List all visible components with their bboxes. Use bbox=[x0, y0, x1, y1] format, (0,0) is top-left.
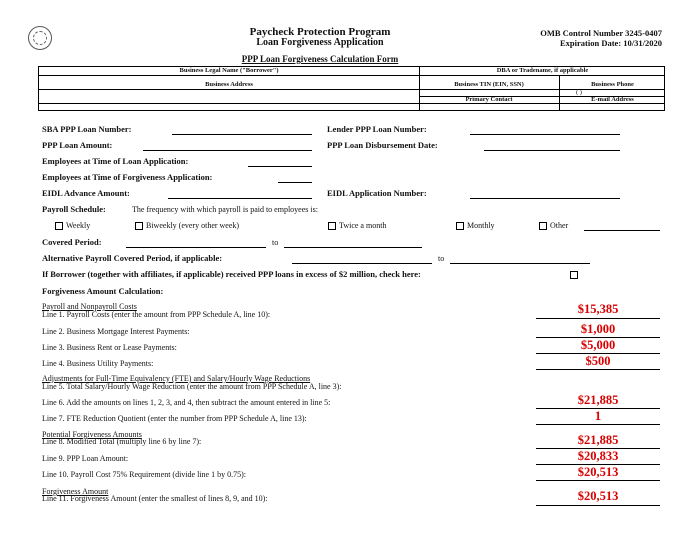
weekly-checkbox[interactable] bbox=[55, 222, 63, 230]
sba-seal-icon bbox=[28, 26, 52, 50]
line6-label: Line 6. Add the amounts on lines 1, 2, 3, and 4, then subtract the amount entered in line 5: bbox=[42, 398, 331, 407]
application-subtitle: Loan Forgiveness Application bbox=[256, 37, 384, 48]
eidl-advance-label: EIDL Advance Amount: bbox=[42, 188, 130, 198]
sba-loan-number-field[interactable] bbox=[172, 134, 312, 135]
other-label: Other bbox=[550, 221, 569, 230]
biweekly-label: Biweekly (every other week) bbox=[146, 221, 240, 230]
option-other[interactable] bbox=[539, 221, 568, 230]
calculation-heading: Forgiveness Amount Calculation: bbox=[42, 286, 164, 296]
twice-a-month-checkbox[interactable] bbox=[328, 222, 336, 230]
line10-label: Line 10. Payroll Cost 75% Requirement (divide line 1 by 0.75): bbox=[42, 470, 246, 479]
alt-covered-period-end-field[interactable] bbox=[450, 263, 590, 264]
fte-adjustments-section: Adjustments for Full-Time Equivalency (FTE) and Salary/Hourly Wage Reductions bbox=[42, 374, 311, 383]
lender-loan-number-field[interactable] bbox=[470, 134, 620, 135]
option-biweekly[interactable] bbox=[135, 221, 239, 230]
line4-value: $500 bbox=[585, 354, 611, 368]
loan-amount-field[interactable] bbox=[143, 150, 312, 151]
dba-header: DBA or Tradename, if applicable bbox=[496, 67, 589, 74]
line10-value: $20,513 bbox=[577, 465, 619, 479]
address-header: Business Address bbox=[205, 81, 253, 88]
weekly-label: Weekly bbox=[66, 221, 91, 230]
alt-covered-period-label: Alternative Payroll Covered Period, if applicable: bbox=[42, 253, 223, 263]
eidl-number-label: EIDL Application Number: bbox=[327, 188, 427, 198]
potential-amounts-section: Potential Forgiveness Amounts bbox=[42, 430, 142, 439]
line3-label: Line 3. Business Rent or Lease Payments: bbox=[42, 343, 177, 352]
excess-loans-label: If Borrower (together with affiliates, if applicable) received PPP loans in excess of $2 million, check here: bbox=[42, 269, 421, 279]
twice-a-month-label: Twice a month bbox=[339, 221, 387, 230]
line8-value: $21,885 bbox=[577, 433, 619, 447]
alt-covered-period-start-field[interactable] bbox=[292, 263, 432, 264]
phone-parens: ( ) bbox=[576, 89, 582, 96]
covered-period-label: Covered Period: bbox=[42, 237, 102, 247]
option-weekly[interactable] bbox=[55, 221, 90, 230]
employees-forgiveness-field[interactable] bbox=[278, 182, 312, 183]
line5-label: Line 5. Total Salary/Hourly Wage Reduction (enter the amount from PPP Schedule A, line 3): bbox=[42, 382, 342, 391]
alt-covered-period-to: to bbox=[438, 254, 445, 263]
line1-value: $15,385 bbox=[577, 302, 619, 316]
employees-application-label: Employees at Time of Loan Application: bbox=[42, 156, 189, 166]
line2-value: $1,000 bbox=[580, 322, 616, 336]
form-title: PPP Loan Forgiveness Calculation Form bbox=[241, 54, 399, 64]
primary-contact-header: Primary Contact bbox=[465, 96, 513, 103]
disbursement-date-field[interactable] bbox=[484, 150, 620, 151]
line2-label: Line 2. Business Mortgage Interest Payments: bbox=[42, 327, 190, 336]
program-title: Paycheck Protection Program bbox=[249, 26, 391, 38]
option-twice-a-month[interactable] bbox=[328, 221, 386, 230]
eidl-number-field[interactable] bbox=[470, 198, 620, 199]
option-monthly[interactable] bbox=[456, 221, 495, 230]
forgiveness-amount-section: Forgiveness Amount bbox=[42, 487, 109, 496]
employees-application-field[interactable] bbox=[248, 166, 312, 167]
legal-name-header: Business Legal Name ("Borrower") bbox=[179, 67, 279, 74]
loan-amount-label: PPP Loan Amount: bbox=[42, 140, 113, 150]
line6-value: $21,885 bbox=[577, 393, 619, 407]
other-specify-field[interactable] bbox=[584, 230, 660, 231]
covered-period-start-field[interactable] bbox=[126, 247, 266, 248]
line9-label: Line 9. PPP Loan Amount: bbox=[42, 454, 129, 463]
line11-label: Line 11. Forgiveness Amount (enter the smallest of lines 8, 9, and 10): bbox=[42, 494, 268, 503]
covered-period-to: to bbox=[272, 238, 279, 247]
line4-label: Line 4. Business Utility Payments: bbox=[42, 359, 154, 368]
monthly-label: Monthly bbox=[467, 221, 495, 230]
disbursement-date-label: PPP Loan Disbursement Date: bbox=[327, 140, 438, 150]
excess-loans-checkbox[interactable] bbox=[570, 271, 578, 279]
monthly-checkbox[interactable] bbox=[456, 222, 464, 230]
line3-value: $5,000 bbox=[580, 338, 616, 352]
expiration-date: Expiration Date: 10/31/2020 bbox=[560, 38, 662, 48]
covered-period-end-field[interactable] bbox=[284, 247, 422, 248]
line11-value: $20,513 bbox=[577, 489, 619, 503]
business-info-table bbox=[38, 66, 665, 111]
employees-forgiveness-label: Employees at Time of Forgiveness Application: bbox=[42, 172, 213, 182]
biweekly-checkbox[interactable] bbox=[135, 222, 143, 230]
line7-value: 1 bbox=[594, 409, 602, 423]
sba-loan-number-label: SBA PPP Loan Number: bbox=[42, 124, 132, 134]
payroll-schedule-label: Payroll Schedule: bbox=[42, 204, 106, 214]
tin-header: Business TIN (EIN, SSN) bbox=[454, 81, 524, 88]
lender-loan-number-label: Lender PPP Loan Number: bbox=[327, 124, 427, 134]
line7-label: Line 7. FTE Reduction Quotient (enter the number from PPP Schedule A, line 13): bbox=[42, 414, 307, 423]
eidl-advance-field[interactable] bbox=[168, 198, 312, 199]
other-checkbox[interactable] bbox=[539, 222, 547, 230]
omb-control-number: OMB Control Number 3245-0407 bbox=[540, 28, 662, 38]
line9-value: $20,833 bbox=[577, 449, 619, 463]
line1-label: Line 1. Payroll Costs (enter the amount from PPP Schedule A, line 10): bbox=[42, 310, 271, 319]
email-header: E-mail Address bbox=[591, 96, 634, 103]
line8-label: Line 8. Modified Total (multiply line 6 by line 7): bbox=[42, 437, 202, 446]
phone-header: Business Phone bbox=[591, 81, 634, 88]
payroll-costs-section: Payroll and Nonpayroll Costs bbox=[42, 302, 137, 311]
payroll-schedule-description: The frequency with which payroll is paid to employees is: bbox=[132, 205, 318, 214]
